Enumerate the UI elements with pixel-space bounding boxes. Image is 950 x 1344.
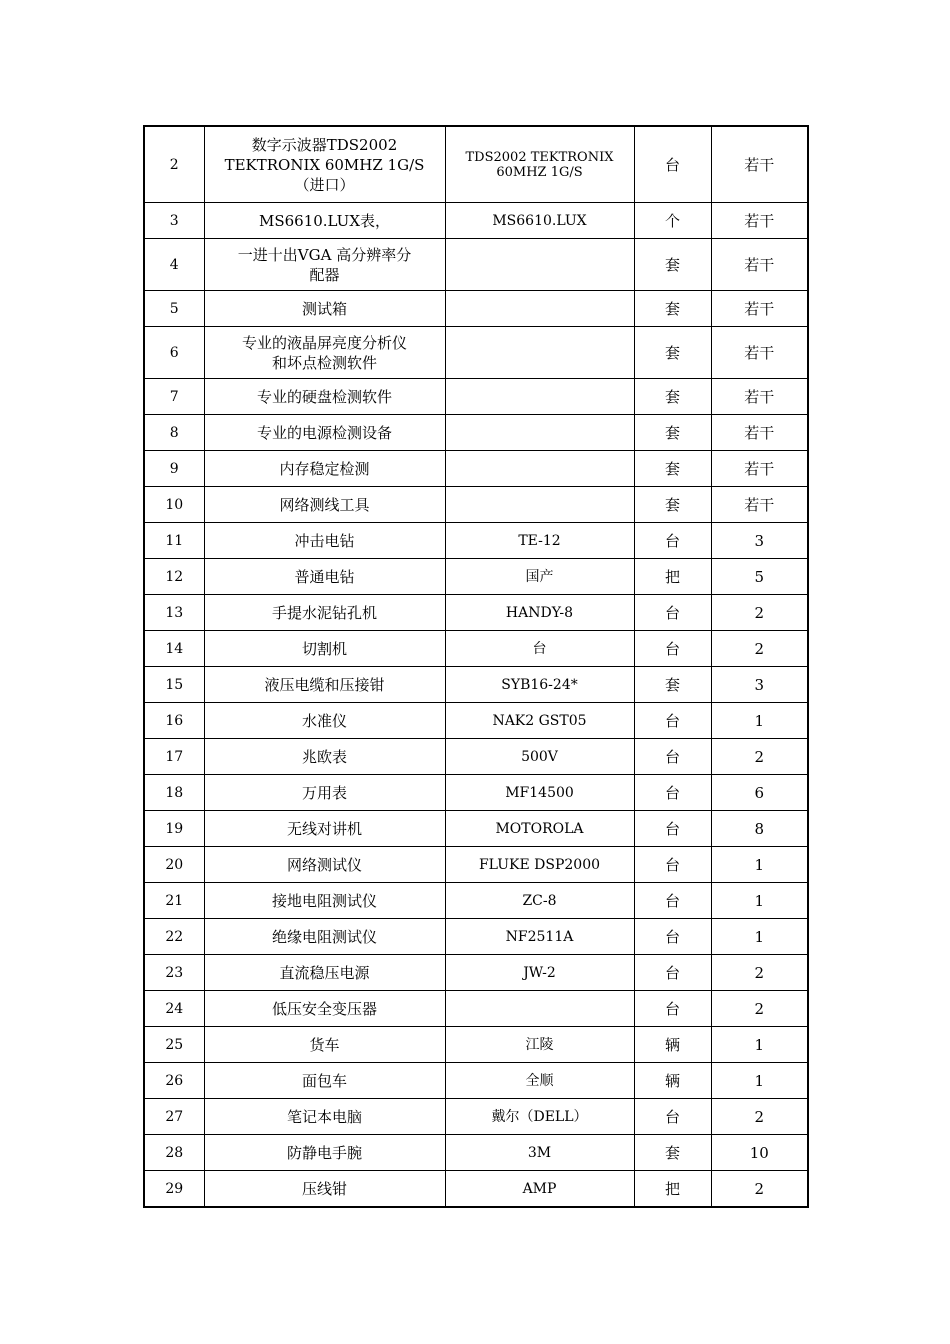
item-quantity: 1: [711, 1027, 808, 1063]
table-row: [144, 955, 808, 991]
row-number: 21: [144, 883, 204, 919]
item-model: NAK2 GST05: [445, 703, 634, 739]
table-row: [144, 415, 808, 451]
item-model: ZC-8: [445, 883, 634, 919]
row-number: 5: [144, 291, 204, 327]
item-model: [445, 379, 634, 415]
item-name: 直流稳压电源: [204, 955, 445, 991]
row-number: 10: [144, 487, 204, 523]
row-number: 6: [144, 327, 204, 379]
item-unit: 台: [634, 1099, 711, 1135]
item-name: 接地电阻测试仪: [204, 883, 445, 919]
item-quantity: 若干: [711, 451, 808, 487]
item-unit: 套: [634, 415, 711, 451]
item-name: 手提水泥钻孔机: [204, 595, 445, 631]
item-quantity: 若干: [711, 379, 808, 415]
item-name: 绝缘电阻测试仪: [204, 919, 445, 955]
item-name: 货车: [204, 1027, 445, 1063]
table-row: [144, 667, 808, 703]
item-model: FLUKE DSP2000: [445, 847, 634, 883]
row-number: 22: [144, 919, 204, 955]
item-unit: 个: [634, 203, 711, 239]
item-unit: 套: [634, 667, 711, 703]
row-number: 24: [144, 991, 204, 1027]
item-model: [445, 291, 634, 327]
item-model: MF14500: [445, 775, 634, 811]
table-row: [144, 1171, 808, 1208]
table-row: [144, 631, 808, 667]
item-unit: 套: [634, 239, 711, 291]
row-number: 12: [144, 559, 204, 595]
item-name: 专业的硬盘检测软件: [204, 379, 445, 415]
item-unit: 台: [634, 883, 711, 919]
row-number: 23: [144, 955, 204, 991]
item-name: 防静电手腕: [204, 1135, 445, 1171]
item-quantity: 1: [711, 1063, 808, 1099]
item-quantity: 若干: [711, 327, 808, 379]
item-unit: 台: [634, 919, 711, 955]
item-name: 液压电缆和压接钳: [204, 667, 445, 703]
table-row: [144, 327, 808, 379]
table-row: [144, 1135, 808, 1171]
row-number: 26: [144, 1063, 204, 1099]
item-name: 网络测线工具: [204, 487, 445, 523]
item-model: 全顺: [445, 1063, 634, 1099]
item-name: 冲击电钻: [204, 523, 445, 559]
item-quantity: 若干: [711, 487, 808, 523]
row-number: 2: [144, 126, 204, 203]
item-unit: 台: [634, 775, 711, 811]
item-unit: 把: [634, 559, 711, 595]
item-name: 万用表: [204, 775, 445, 811]
item-model: 台: [445, 631, 634, 667]
item-name: 面包车: [204, 1063, 445, 1099]
item-name: 切割机: [204, 631, 445, 667]
item-model: [445, 126, 634, 203]
item-unit: 台: [634, 991, 711, 1027]
table-row: [144, 811, 808, 847]
table-row: [144, 1099, 808, 1135]
row-number: 25: [144, 1027, 204, 1063]
row-number: 14: [144, 631, 204, 667]
item-quantity: 2: [711, 595, 808, 631]
item-unit: 台: [634, 631, 711, 667]
item-name-line: 专业的液晶屏亮度分析仪: [241, 333, 407, 352]
item-unit: 台: [634, 126, 711, 203]
item-model: [445, 239, 634, 291]
item-model: 江陵: [445, 1027, 634, 1063]
item-name: 水准仪: [204, 703, 445, 739]
item-quantity: 2: [711, 1171, 808, 1208]
item-name: [204, 126, 445, 203]
row-number: 20: [144, 847, 204, 883]
item-name: 测试箱: [204, 291, 445, 327]
item-quantity: 6: [711, 775, 808, 811]
row-number: 29: [144, 1171, 204, 1208]
table-row: [144, 1063, 808, 1099]
table-row: [144, 203, 808, 239]
table-row: [144, 559, 808, 595]
item-model-line: 60MHZ 1G/S: [496, 164, 583, 180]
item-name: 兆欧表: [204, 739, 445, 775]
item-name-line: 一进十出VGA 高分辨率分: [237, 245, 412, 264]
item-unit: 台: [634, 523, 711, 559]
row-number: 8: [144, 415, 204, 451]
table-row: [144, 291, 808, 327]
row-number: 19: [144, 811, 204, 847]
row-number: 17: [144, 739, 204, 775]
table-row: [144, 703, 808, 739]
table-row: [144, 991, 808, 1027]
item-name: [204, 327, 445, 379]
row-number: 27: [144, 1099, 204, 1135]
table-row: [144, 487, 808, 523]
item-quantity: 若干: [711, 291, 808, 327]
item-model: 3M: [445, 1135, 634, 1171]
item-unit: 辆: [634, 1063, 711, 1099]
item-name-line: 配器: [309, 265, 340, 284]
item-quantity: 若干: [711, 203, 808, 239]
table-row: [144, 379, 808, 415]
table-row: [144, 126, 808, 203]
item-name: 低压安全变压器: [204, 991, 445, 1027]
item-model: [445, 487, 634, 523]
item-model: MOTOROLA: [445, 811, 634, 847]
item-quantity: 8: [711, 811, 808, 847]
item-quantity: 1: [711, 703, 808, 739]
row-number: 7: [144, 379, 204, 415]
item-unit: 套: [634, 327, 711, 379]
item-model: 戴尔（DELL）: [445, 1099, 634, 1135]
item-name: 网络测试仪: [204, 847, 445, 883]
item-name-line: 和坏点检测软件: [271, 353, 377, 372]
item-model: 国产: [445, 559, 634, 595]
table-row: [144, 775, 808, 811]
item-name-line: TEKTRONIX 60MHZ 1G/S: [224, 155, 425, 174]
item-unit: 台: [634, 847, 711, 883]
item-unit: 套: [634, 487, 711, 523]
row-number: 16: [144, 703, 204, 739]
table-row: [144, 451, 808, 487]
item-name: [204, 239, 445, 291]
table-row: [144, 1027, 808, 1063]
item-model-line: TDS2002 TEKTRONIX: [465, 149, 614, 165]
item-quantity: 若干: [711, 239, 808, 291]
table-row: [144, 883, 808, 919]
row-number: 11: [144, 523, 204, 559]
item-quantity: 2: [711, 1099, 808, 1135]
item-model: 500V: [445, 739, 634, 775]
item-quantity: 2: [711, 955, 808, 991]
item-name: 压线钳: [204, 1171, 445, 1208]
equipment-table: [143, 125, 809, 1208]
item-unit: 辆: [634, 1027, 711, 1063]
item-model: AMP: [445, 1171, 634, 1208]
item-quantity: 2: [711, 739, 808, 775]
item-quantity: 5: [711, 559, 808, 595]
item-unit: 套: [634, 451, 711, 487]
item-model: MS6610.LUX: [445, 203, 634, 239]
item-name: 专业的电源检测设备: [204, 415, 445, 451]
table-row: [144, 739, 808, 775]
row-number: 15: [144, 667, 204, 703]
item-quantity: 2: [711, 991, 808, 1027]
item-model: [445, 327, 634, 379]
item-model: TE-12: [445, 523, 634, 559]
item-name: 无线对讲机: [204, 811, 445, 847]
item-quantity: 1: [711, 847, 808, 883]
row-number: 4: [144, 239, 204, 291]
row-number: 18: [144, 775, 204, 811]
table-row: [144, 595, 808, 631]
item-quantity: 若干: [711, 415, 808, 451]
item-name-line: （进口）: [294, 175, 355, 194]
item-quantity: 2: [711, 631, 808, 667]
table-row: [144, 847, 808, 883]
item-quantity: 3: [711, 667, 808, 703]
item-name: 笔记本电脑: [204, 1099, 445, 1135]
table-row: [144, 239, 808, 291]
item-quantity: 10: [711, 1135, 808, 1171]
item-model: SYB16-24*: [445, 667, 634, 703]
item-unit: 台: [634, 703, 711, 739]
row-number: 9: [144, 451, 204, 487]
table-row: [144, 919, 808, 955]
item-name: 普通电钻: [204, 559, 445, 595]
item-unit: 台: [634, 595, 711, 631]
row-number: 28: [144, 1135, 204, 1171]
item-unit: 台: [634, 955, 711, 991]
item-name: 内存稳定检测: [204, 451, 445, 487]
item-unit: 把: [634, 1171, 711, 1208]
item-model: [445, 451, 634, 487]
item-quantity: 1: [711, 919, 808, 955]
item-unit: 台: [634, 739, 711, 775]
item-model: NF2511A: [445, 919, 634, 955]
table-row: [144, 523, 808, 559]
row-number: 13: [144, 595, 204, 631]
item-unit: 套: [634, 291, 711, 327]
item-unit: 台: [634, 811, 711, 847]
item-quantity: 若干: [711, 126, 808, 203]
item-name: MS6610.LUX表，: [204, 203, 445, 239]
item-quantity: 3: [711, 523, 808, 559]
item-name-line: 数字示波器TDS2002: [251, 135, 398, 154]
item-model: JW-2: [445, 955, 634, 991]
item-model: HANDY-8: [445, 595, 634, 631]
item-model: [445, 415, 634, 451]
item-model: [445, 991, 634, 1027]
item-quantity: 1: [711, 883, 808, 919]
row-number: 3: [144, 203, 204, 239]
item-unit: 套: [634, 1135, 711, 1171]
item-unit: 套: [634, 379, 711, 415]
